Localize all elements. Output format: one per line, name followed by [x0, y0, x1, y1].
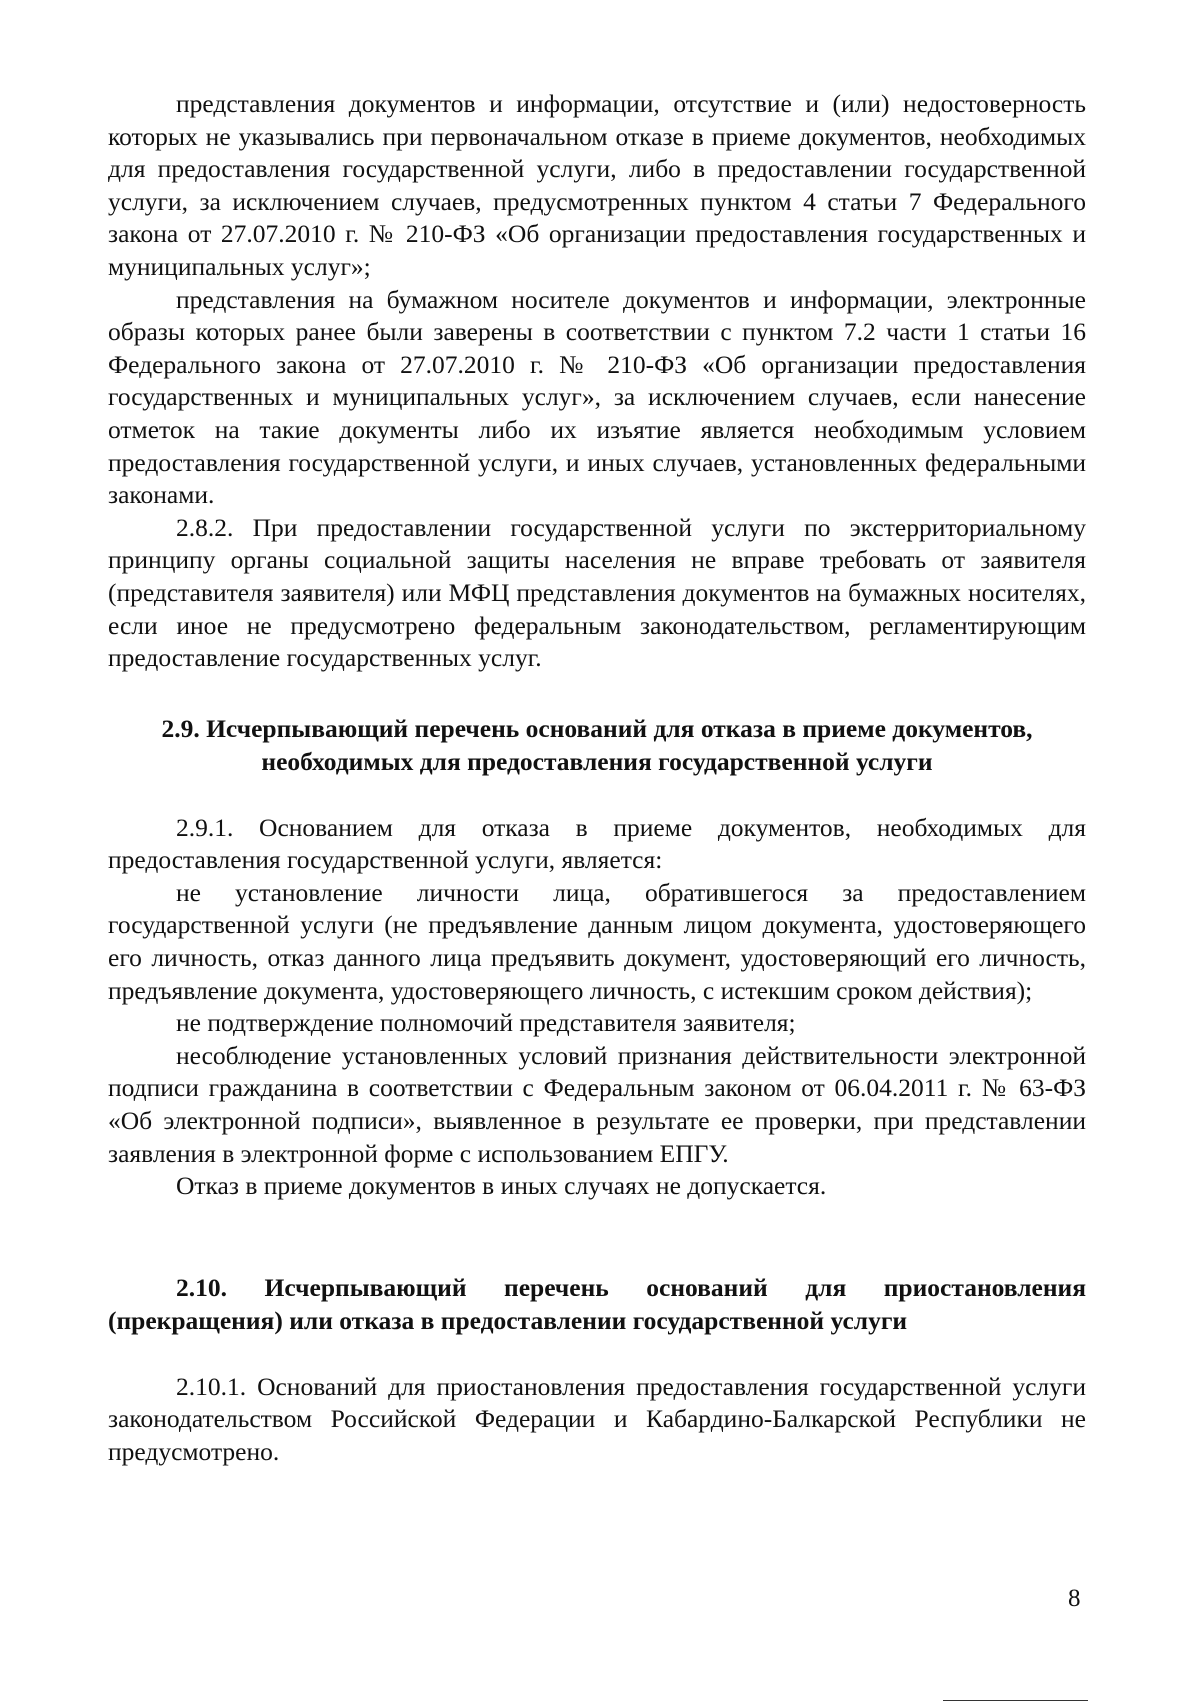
- section-2-9-title: 2.9. Исчерпывающий перечень оснований для отказа в приеме документов, необходимых для предоставления государственной услуги: [161, 713, 1033, 776]
- paragraph-refusal-other: Отказ в приеме документов в иных случаях не допускается.: [176, 1171, 827, 1201]
- paragraph-2-9-1: 2.9.1. Основанием для отказа в приеме документов, необходимых для предоставления государственной услуги, является:: [108, 812, 1086, 875]
- paragraph-e-signature: несоблюдение установленных условий признания действительности электронной подписи гражданина в соответствии с Федеральным законом от 06.04.2011 г. № 63-ФЗ «Об электронной подписи», выявленное в результате ее проверки, при представлении заявления в электронной форме с использованием ЕПГУ.: [108, 1040, 1086, 1168]
- footer-rule: [943, 1700, 1088, 1701]
- page-number: 8: [1068, 1585, 1081, 1612]
- section-2-10-title: 2.10. Исчерпывающий перечень оснований для приостановления (прекращения) или отказа в предоставлении государственной услуги: [108, 1272, 1086, 1335]
- paragraph-paper-carrier: представления на бумажном носителе документов и информации, электронные образы которых ранее были заверены в соответствии с пунктом 7.2 части 1 статьи 16 Федерального закона от 27.07.2010 г. № 210-ФЗ «Об организации предоставления государственных и муниципальных услуг», за исключением случаев, если нанесение отметок на такие документы либо их изъятие является необходимым условием предоставления государственной услуги, и иных случаев, установленных федеральными законами.: [108, 284, 1086, 510]
- paragraph-2-8-2: 2.8.2. При предоставлении государственной услуги по экстерриториальному принципу органы социальной защиты населения не вправе требовать от заявителя (представителя заявителя) или МФЦ представления документов на бумажных носителях, если иное не предусмотрено федеральным законодательством, регламентирующим предоставление государственных услуг.: [108, 512, 1086, 673]
- document-page: [108, 88, 1086, 1469]
- paragraph-documents-info: представления документов и информации, отсутствие и (или) недостоверность которых не указывались при первоначальном отказе в приеме документов, необходимых для предоставления государственной услуги, либо в предоставлении государственной услуги, за исключением случаев, предусмотренных пунктом 4 статьи 7 Федерального закона от 27.07.2010 г. № 210-ФЗ «Об организации предоставления государственных и муниципальных услуг»;: [108, 89, 1086, 281]
- paragraph-2-10-1: 2.10.1. Оснований для приостановления предоставления государственной услуги законодательством Российской Федерации и Кабардино-Балкарской Республики не предусмотрено.: [108, 1371, 1086, 1466]
- paragraph-authority: не подтверждение полномочий представителя заявителя;: [176, 1008, 796, 1038]
- paragraph-identity: не установление личности лица, обратившегося за предоставлением государственной услуги (не предъявление данным лицом документа, удостоверяющего его личность, отказ данного лица предъявить документ, удостоверяющий его личность, предъявление документа, удостоверяющего личность, с истекшим сроком действия);: [108, 877, 1086, 1005]
